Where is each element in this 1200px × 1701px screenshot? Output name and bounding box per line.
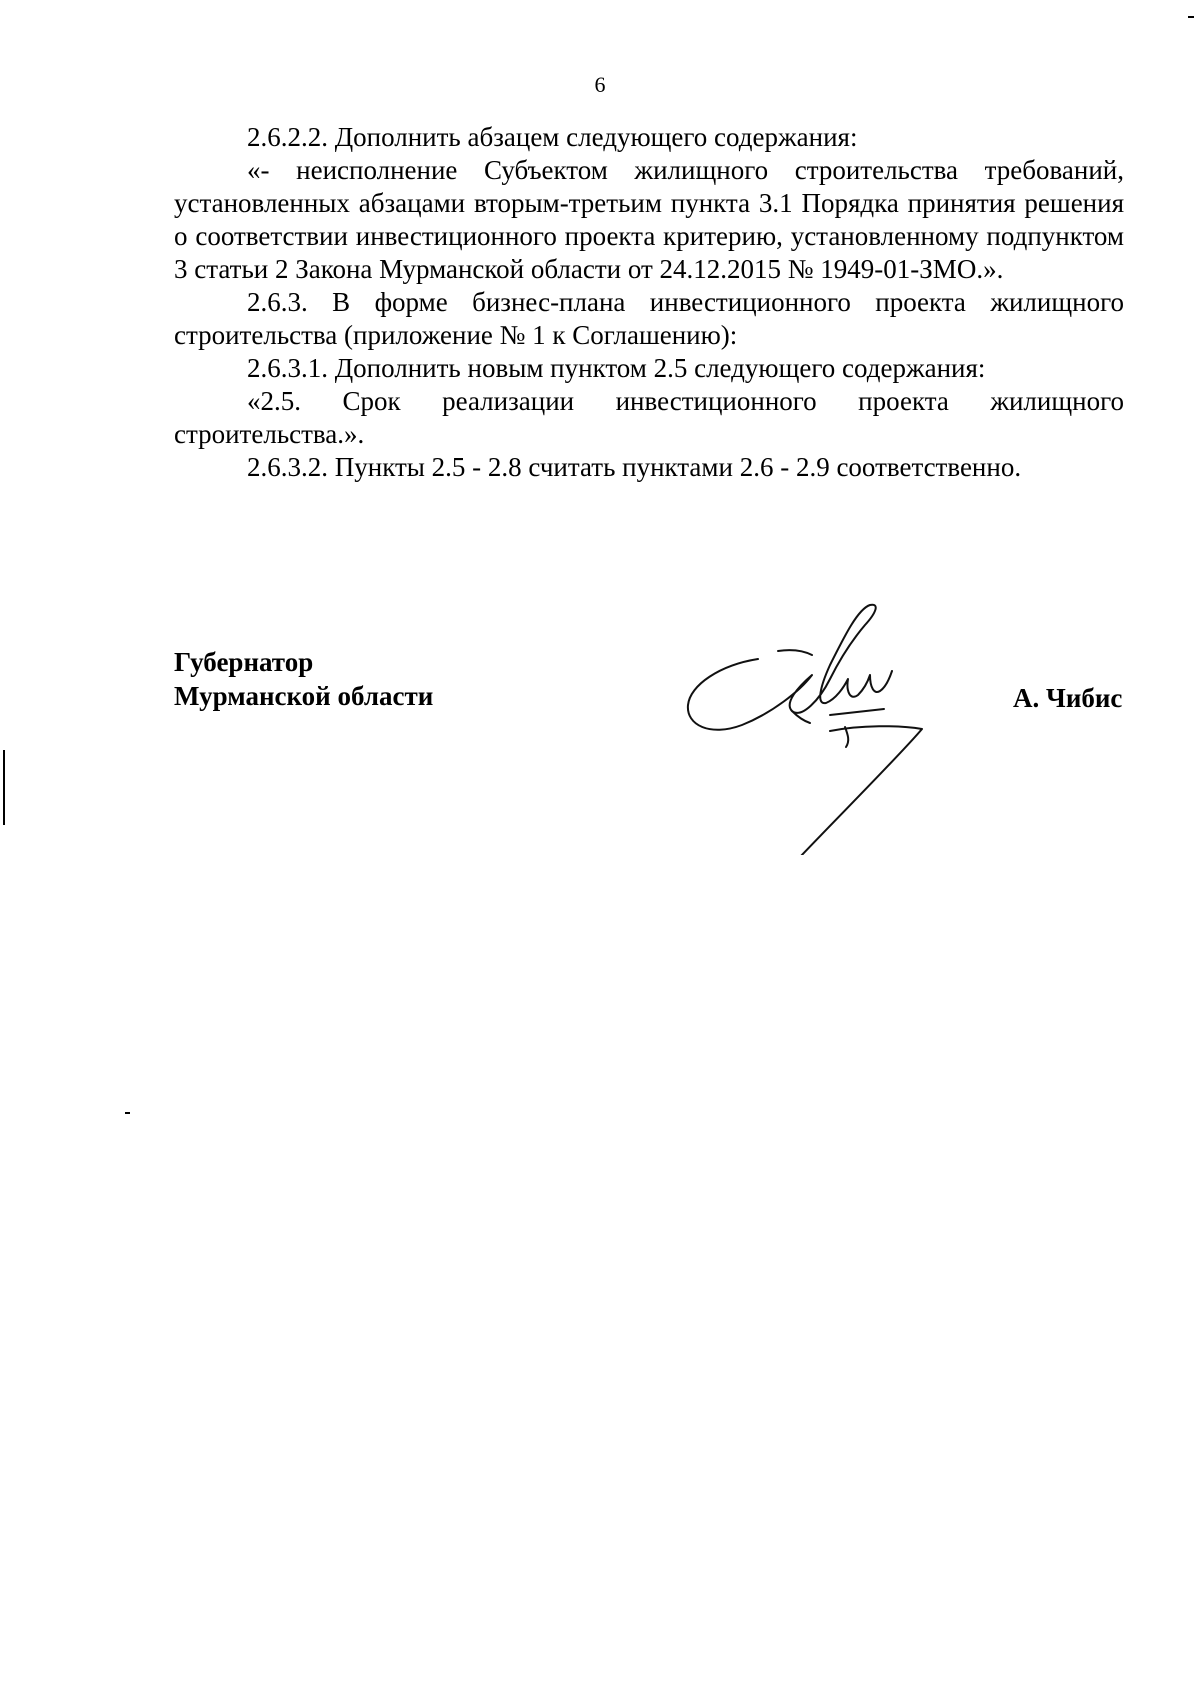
signatory-title — [174, 645, 433, 713]
signatory-title-line1: Губернатор — [174, 647, 314, 677]
paragraph-2-6-2-2: 2.6.2.2. Дополнить абзацем следующего содержания: — [247, 122, 858, 152]
paragraph-2-6-3: 2.6.3. В форме бизнес-плана инвестиционного проекта жилищного строительства (приложение № 1 к Соглашению): — [174, 287, 1124, 350]
paragraph-2-6-3-2: 2.6.3.2. Пункты 2.5 - 2.8 считать пунктами 2.6 - 2.9 соответственно. — [247, 452, 1022, 482]
paragraph-2-5-quote: «2.5. Срок реализации инвестиционного проекта жилищного строительства.». — [174, 386, 1124, 449]
scan-artifact-left-edge — [3, 750, 5, 825]
signatory-title-line2: Мурманской области — [174, 681, 434, 711]
handwritten-signature — [680, 595, 940, 855]
paragraph-2-6-3-1: 2.6.3.1. Дополнить новым пунктом 2.5 следующего содержания: — [247, 353, 986, 383]
page-number: 6 — [594, 72, 606, 97]
paragraph-quoted-amendment: «- неисполнение Субъектом жилищного строительства требований, установленных абзацами вторым-третьим пункта 3.1 Порядка принятия решения о соответствии инвестиционного проекта критерию, установленному подпунктом 3 статьи 2 Закона Мурманской области от 24.12.2015 № 1949-01-ЗМО.». — [174, 155, 1124, 284]
document-body — [174, 121, 1124, 484]
scan-artifact-dash — [125, 1112, 130, 1114]
scan-artifact-top-right — [1188, 16, 1194, 18]
signatory-name: А. Чибис — [1013, 683, 1123, 713]
